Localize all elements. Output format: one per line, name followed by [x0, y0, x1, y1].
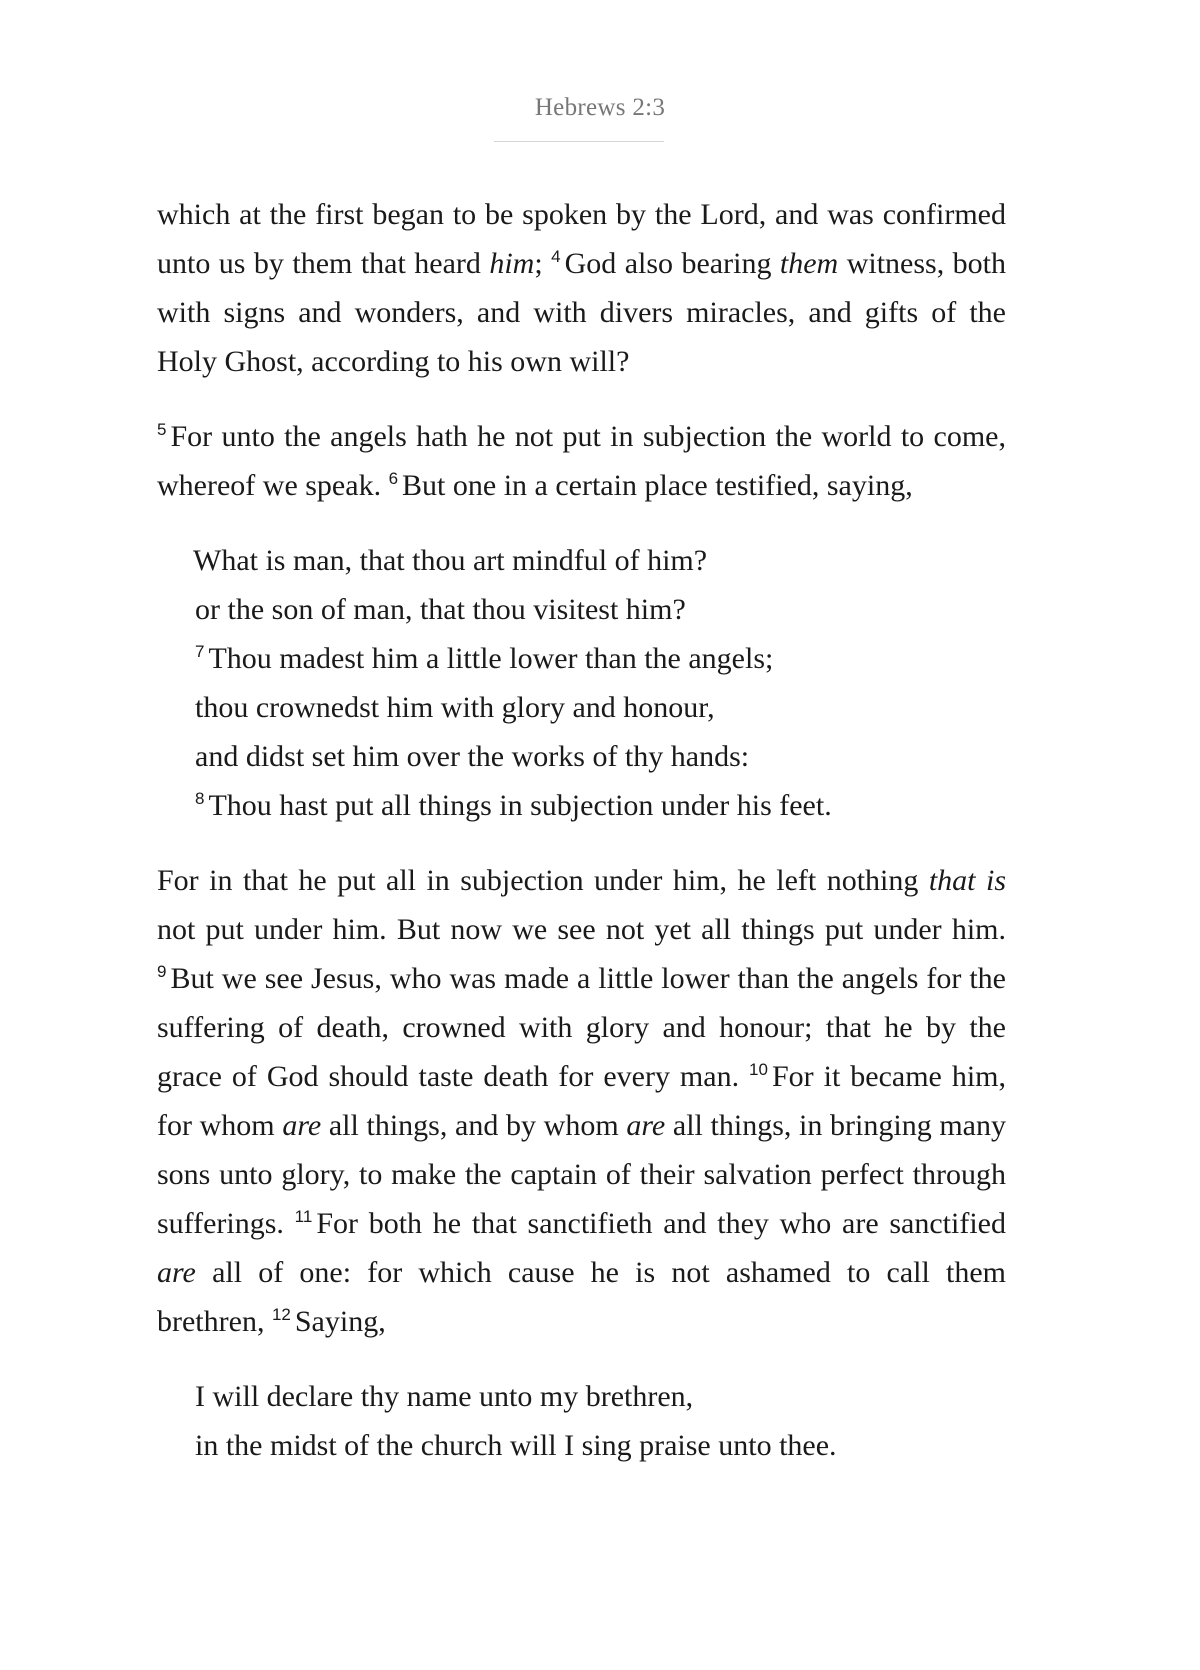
- text-run: all things, and by whom: [321, 1109, 627, 1142]
- text-run: Saying,: [294, 1305, 386, 1338]
- verse-number-10: 10: [749, 1060, 768, 1080]
- text-run: witness, both with signs and wonders, and with divers miracles, and gifts of the Holy Ghost, according to his own will?: [157, 247, 1006, 378]
- poetry-line: or the son of man, that thou visitest him?: [195, 593, 686, 626]
- text-run: But one in a certain place testified, saying,: [402, 469, 913, 502]
- poetry-line: and didst set him over the works of thy hands:: [195, 740, 750, 773]
- poetry-line: I will declare thy name unto my brethren,: [195, 1380, 694, 1413]
- verse-number-12: 12: [271, 1305, 291, 1325]
- verse-number-4: 4: [551, 247, 561, 267]
- text-run: all things, in bringing many sons unto glory, to make the captain of their salvation perfect through sufferings.: [157, 1109, 1006, 1240]
- italic-word: are: [282, 1109, 322, 1142]
- verse-number-8: 8: [195, 789, 205, 809]
- italic-word: are: [157, 1256, 196, 1289]
- header-divider: [494, 141, 664, 142]
- italic-word: them: [779, 247, 839, 280]
- poetry-quote-psalm-8: [195, 536, 1006, 830]
- verse-number-5: 5: [157, 420, 167, 440]
- text-run: ;: [534, 247, 552, 280]
- poetry-line: [195, 781, 1006, 830]
- running-head: Hebrews 2:3: [534, 94, 666, 121]
- verse-number-11: 11: [294, 1207, 313, 1227]
- verse-number-6: 6: [388, 469, 399, 489]
- text-run: Thou madest him a little lower than the angels;: [208, 642, 774, 675]
- paragraph-verses-5-6: [157, 412, 1006, 510]
- text-run: which at the first began to be spoken by the Lord, and was confirmed unto us by them that heard: [157, 198, 1006, 280]
- text-run: God also bearing: [564, 247, 780, 280]
- text-run: But we see Jesus, who was made a little lower than the angels for the suffering of death, crowned with glory and honour; that he by the grace of God should taste death for every man.: [157, 962, 1006, 1093]
- text-run: For unto the angels hath he not put in subjection the world to come, whereof we speak.: [157, 420, 1006, 502]
- poetry-line: in the midst of the church will I sing praise unto thee.: [195, 1429, 837, 1462]
- poetry-line: thou crownedst him with glory and honour,: [195, 691, 715, 724]
- text-run: Thou hast put all things in subjection under his feet.: [208, 789, 832, 822]
- text-run: For it became him, for whom: [157, 1060, 1006, 1142]
- chapter-text: [157, 190, 1006, 1496]
- poetry-line: [195, 634, 1006, 683]
- verse-number-7: 7: [195, 642, 205, 662]
- verse-number-9: 9: [157, 962, 167, 982]
- italic-word: that is: [928, 864, 1006, 897]
- text-run: not put under him. But now we see not yet all things put under him.: [157, 913, 1006, 946]
- italic-word: him: [489, 247, 535, 280]
- text-run: For in that he put all in subjection under him, he left nothing: [157, 864, 929, 897]
- italic-word: are: [626, 1109, 666, 1142]
- text-run: For both he that sanctifieth and they who are sanctified: [316, 1207, 1006, 1240]
- paragraph-verses-3-4: [157, 190, 1006, 386]
- poetry-quote-psalm-22: [195, 1372, 1006, 1470]
- poetry-line: What is man, that thou art mindful of him?: [193, 544, 708, 577]
- paragraph-verses-8-12: [157, 856, 1006, 1346]
- text-run: all of one: for which cause he is not ashamed to call them brethren,: [157, 1256, 1006, 1338]
